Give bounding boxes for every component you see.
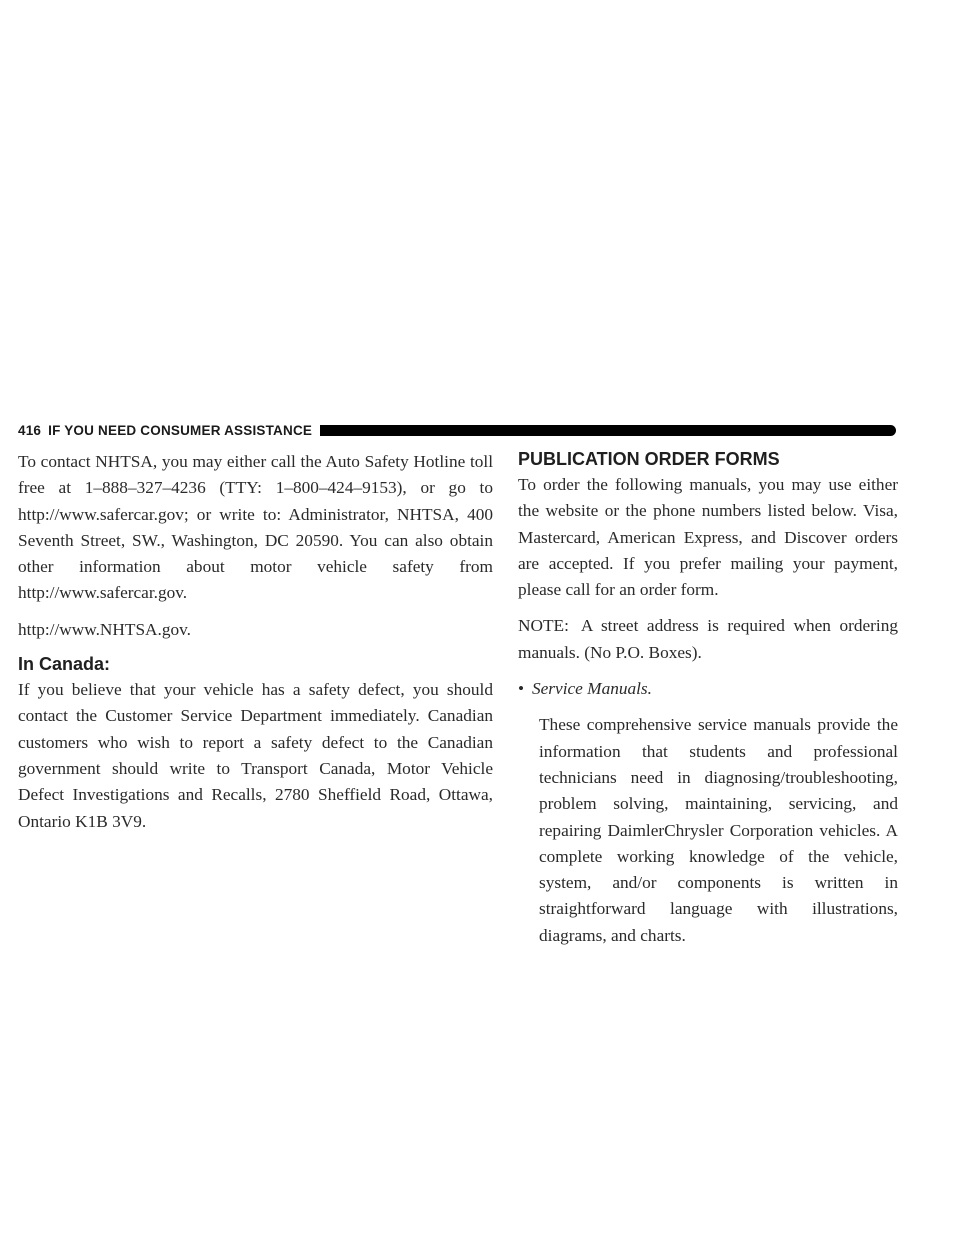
- right-column: [518, 449, 898, 959]
- page-header: [18, 421, 896, 439]
- bullet-label: Service Manuals.: [532, 679, 652, 699]
- note-text: A street address is required when ordering manuals. (No P.O. Boxes).: [518, 616, 898, 662]
- bullet-icon: •: [518, 679, 525, 699]
- service-manuals-description: These comprehensive service manuals provide the information that students and professional technicians need in diagnosing/troubleshooting, problem solving, maintaining, servicing, and repairing DaimlerChrysler Corporation vehicles. A complete working knowledge of the vehicle, system, and/or components is written in straightforward language with illustrations, diagrams, and charts.: [539, 715, 898, 945]
- canada-paragraph: If you believe that your vehicle has a safety defect, you should contact the Customer Service Department immediately. Canadian customers who wish to report a safety defect to the Canadian government should write to Transport Canada, Motor Vehicle Defect Investigations and Recalls, 2780 Sheffield Road, Ottawa, Ontario K1B 3V9.: [18, 680, 493, 831]
- header-rule-bar: [320, 425, 896, 436]
- nhtsa-url: http://www.NHTSA.gov.: [18, 619, 191, 639]
- running-head: IF YOU NEED CONSUMER ASSISTANCE: [48, 422, 313, 438]
- publication-order-heading: PUBLICATION ORDER FORMS: [518, 449, 780, 469]
- note-label: NOTE:: [518, 616, 569, 636]
- bullet-item-service-manuals: [518, 676, 898, 702]
- note-paragraph: [518, 613, 898, 666]
- canada-heading: In Canada:: [18, 654, 111, 675]
- page-number: 416: [18, 422, 42, 438]
- order-info-paragraph: To order the following manuals, you may use either the website or the phone numbers listed below. Visa, Mastercard, American Express, and Discover orders are accepted. If you prefer mailing your payment, please call for an order form.: [518, 475, 898, 600]
- nhtsa-contact-paragraph: To contact NHTSA, you may either call the Auto Safety Hotline toll free at 1–888–327–4236 (TTY: 1–800–424–9153), or go to http://www.safercar.gov; or write to: Administrator, NHTSA, 400 Seventh Street, SW., Washington, DC 20590. You can also obtain other information about motor vehicle safety from http://www.safercar.gov.: [18, 452, 493, 603]
- left-column: [18, 449, 493, 845]
